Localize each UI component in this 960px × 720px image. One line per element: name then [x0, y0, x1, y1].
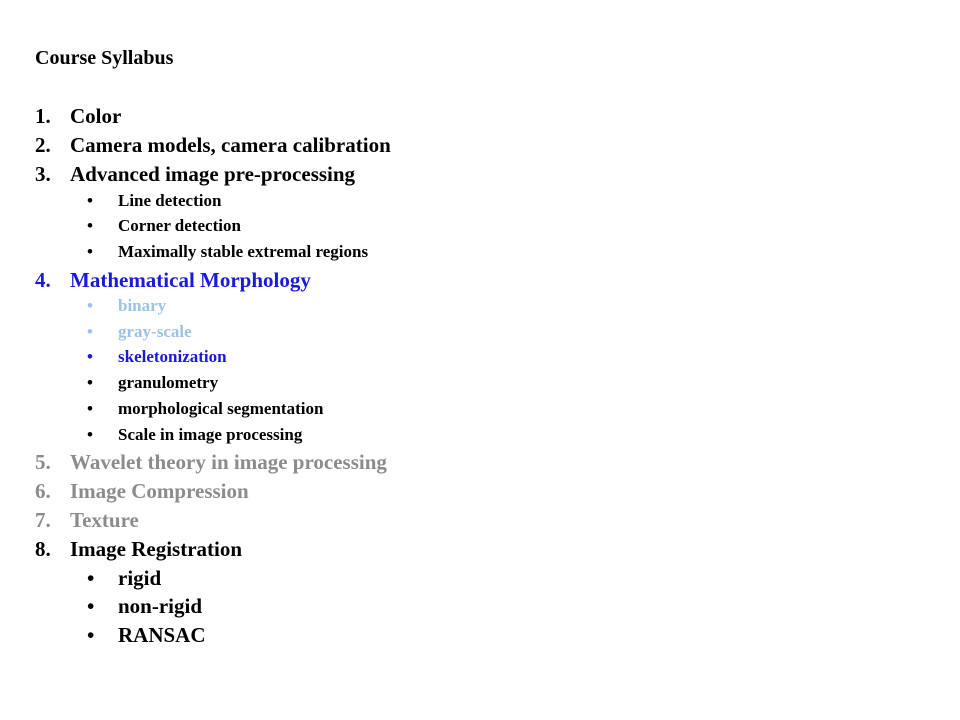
bullet-icon: •	[87, 566, 95, 590]
sub-item-text: rigid	[118, 566, 162, 590]
bullet-icon: •	[87, 347, 93, 366]
item-title: Image Registration	[70, 537, 243, 561]
item-number: 6.	[35, 479, 51, 503]
bullet-icon: •	[87, 296, 93, 315]
sub-item-text: Corner detection	[118, 216, 241, 235]
item-number: 7.	[35, 508, 51, 532]
sub-item-text: non-rigid	[118, 594, 203, 618]
bullet-icon: •	[87, 373, 93, 392]
item-title: Mathematical Morphology	[70, 268, 311, 292]
bullet-icon: •	[87, 322, 93, 341]
item-number: 3.	[35, 162, 51, 186]
syllabus-heading: Course Syllabus	[35, 47, 174, 69]
bullet-icon: •	[87, 399, 93, 418]
item-title: Wavelet theory in image processing	[70, 450, 387, 474]
item-title: Camera models, camera calibration	[70, 133, 391, 157]
bullet-icon: •	[87, 425, 93, 444]
sub-item-text: skeletonization	[118, 347, 227, 366]
bullet-icon: •	[87, 242, 93, 261]
item-title: Texture	[70, 508, 139, 532]
sub-item-text: Scale in image processing	[118, 425, 303, 444]
item-number: 5.	[35, 450, 51, 474]
sub-item-text: RANSAC	[118, 623, 206, 647]
bullet-icon: •	[87, 623, 95, 647]
item-number: 8.	[35, 537, 51, 561]
item-title: Image Compression	[70, 479, 249, 503]
sub-item-text: morphological segmentation	[118, 399, 324, 418]
bullet-icon: •	[87, 191, 93, 210]
bullet-icon: •	[87, 216, 93, 235]
sub-item-text: binary	[118, 296, 167, 315]
item-title: Color	[70, 104, 122, 128]
item-number: 1.	[35, 104, 51, 128]
sub-item-text: Maximally stable extremal regions	[118, 242, 369, 261]
sub-item-text: gray-scale	[118, 322, 192, 341]
item-number: 4.	[35, 268, 51, 292]
item-title: Advanced image pre-processing	[70, 162, 356, 186]
sub-item-text: Line detection	[118, 191, 222, 210]
bullet-icon: •	[87, 594, 95, 618]
sub-item-text: granulometry	[118, 373, 219, 392]
item-number: 2.	[35, 133, 51, 157]
